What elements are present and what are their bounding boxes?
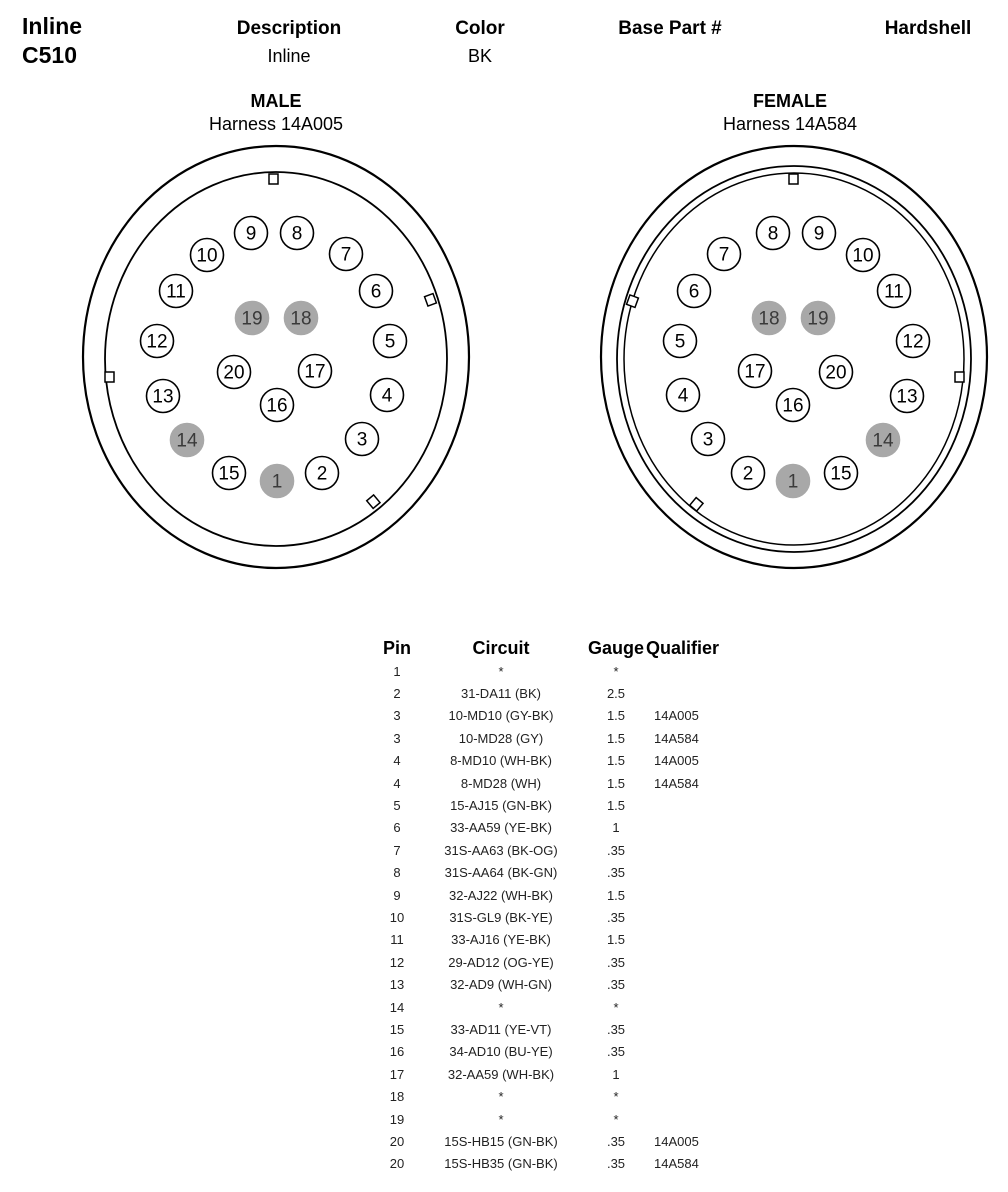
female-pin-label-18: 18 bbox=[758, 308, 780, 330]
qualifier-cell bbox=[646, 839, 734, 861]
pin-cell: 18 bbox=[389, 1089, 405, 1105]
qualifier-cell bbox=[646, 1085, 734, 1107]
male-pins bbox=[141, 217, 407, 498]
female-pin-label-11: 11 bbox=[884, 281, 904, 303]
gauge-cell: 1.5 bbox=[606, 730, 626, 746]
pin-cell: 20 bbox=[389, 1156, 405, 1172]
male-pin-label-12: 12 bbox=[146, 331, 168, 353]
male-pin-label-2: 2 bbox=[316, 463, 328, 485]
female-pin-label-9: 9 bbox=[813, 223, 825, 245]
female-pin-label-15: 15 bbox=[830, 463, 852, 485]
gauge-cell: .35 bbox=[606, 977, 626, 993]
pin-cell: 12 bbox=[389, 954, 405, 970]
pin-cell: 14 bbox=[389, 999, 405, 1015]
female-pin-label-3: 3 bbox=[702, 429, 714, 451]
circuit-cell: 33-AD11 (YE-VT) bbox=[450, 1021, 552, 1037]
female-key-right bbox=[955, 372, 964, 382]
gauge-cell: .35 bbox=[606, 1044, 626, 1060]
pin-cell: 17 bbox=[389, 1066, 405, 1082]
pinout-table-body bbox=[378, 660, 734, 1175]
gauge-cell: 1.5 bbox=[606, 708, 626, 724]
circuit-cell: * bbox=[498, 1111, 504, 1127]
table-row bbox=[378, 1085, 734, 1107]
circuit-cell: 15S-HB35 (GN-BK) bbox=[444, 1156, 558, 1172]
circuit-cell: 32-AD9 (WH-GN) bbox=[450, 977, 552, 993]
female-pin-label-5: 5 bbox=[674, 331, 686, 353]
qualifier-cell bbox=[646, 682, 734, 704]
male-pin-label-13: 13 bbox=[152, 386, 174, 408]
female-pin-label-17: 17 bbox=[744, 361, 766, 383]
gauge-cell: .35 bbox=[606, 842, 626, 858]
female-pin-label-4: 4 bbox=[677, 385, 689, 407]
male-harness: Harness 14A005 bbox=[208, 114, 344, 134]
gauge-cell: .35 bbox=[606, 954, 626, 970]
gauge-cell: * bbox=[613, 1111, 619, 1127]
pin-cell: 11 bbox=[390, 932, 404, 948]
pin-cell: 5 bbox=[393, 798, 401, 814]
table-row bbox=[378, 951, 734, 973]
male-key-right bbox=[425, 294, 437, 306]
male-pin-label-1: 1 bbox=[271, 471, 283, 493]
female-pin-label-8: 8 bbox=[767, 223, 779, 245]
table-row bbox=[378, 884, 734, 906]
circuit-cell: 31S-GL9 (BK-YE) bbox=[449, 909, 553, 925]
female-pin-label-2: 2 bbox=[742, 463, 754, 485]
circuit-cell: 10-MD10 (GY-BK) bbox=[448, 708, 554, 724]
circuit-cell: 33-AA59 (YE-BK) bbox=[450, 820, 552, 836]
table-row bbox=[378, 1041, 734, 1063]
female-label: FEMALE bbox=[753, 91, 827, 111]
female-key-top bbox=[789, 174, 798, 184]
male-pin-label-3: 3 bbox=[356, 429, 368, 451]
female-pin-label-10: 10 bbox=[852, 245, 874, 267]
qualifier-cell bbox=[646, 884, 734, 906]
male-connector bbox=[83, 146, 469, 568]
gauge-cell: 1.5 bbox=[606, 932, 626, 948]
female-pin-label-14: 14 bbox=[872, 430, 894, 452]
gauge-cell: .35 bbox=[606, 1021, 626, 1037]
circuit-cell: * bbox=[498, 1089, 504, 1105]
circuit-cell: 8-MD10 (WH-BK) bbox=[450, 753, 552, 769]
pin-cell: 3 bbox=[393, 708, 401, 724]
pinout-table-header bbox=[378, 636, 734, 660]
circuit-cell: 34-AD10 (BU-YE) bbox=[449, 1044, 553, 1060]
female-pin-label-20: 20 bbox=[825, 362, 847, 384]
table-row bbox=[378, 682, 734, 704]
table-row bbox=[378, 906, 734, 928]
female-pin-label-12: 12 bbox=[902, 331, 924, 353]
gauge-cell: 1.5 bbox=[606, 887, 626, 903]
pin-cell: 10 bbox=[389, 909, 405, 925]
gauge-cell: .35 bbox=[606, 909, 626, 925]
female-key-left bbox=[627, 295, 639, 307]
base-part-label: Base Part # bbox=[618, 18, 722, 39]
qualifier-cell: 14A005 bbox=[654, 708, 699, 724]
table-row bbox=[378, 794, 734, 816]
header-gauge: Gauge bbox=[587, 637, 644, 658]
qualifier-cell bbox=[646, 1018, 734, 1040]
circuit-cell: * bbox=[498, 663, 504, 679]
male-pin-label-6: 6 bbox=[370, 281, 382, 303]
gauge-cell: * bbox=[613, 1089, 619, 1105]
male-outer-shell bbox=[83, 146, 469, 568]
male-key-left bbox=[105, 372, 114, 382]
circuit-cell: 31S-AA64 (BK-GN) bbox=[444, 865, 558, 881]
pin-cell: 19 bbox=[389, 1111, 405, 1127]
female-pin-label-13: 13 bbox=[896, 386, 918, 408]
female-pin-label-7: 7 bbox=[718, 244, 730, 266]
male-pin-label-16: 16 bbox=[266, 395, 288, 417]
qualifier-cell: 14A005 bbox=[654, 753, 699, 769]
table-row bbox=[378, 839, 734, 861]
pin-cell: 8 bbox=[393, 865, 401, 881]
qualifier-cell bbox=[646, 973, 734, 995]
table-row bbox=[378, 817, 734, 839]
circuit-cell: 29-AD12 (OG-YE) bbox=[448, 954, 554, 970]
pin-cell: 6 bbox=[393, 820, 401, 836]
pin-cell: 4 bbox=[393, 775, 401, 791]
table-row bbox=[378, 996, 734, 1018]
table-row bbox=[378, 1018, 734, 1040]
male-pin-label-18: 18 bbox=[290, 308, 312, 330]
gauge-cell: * bbox=[613, 999, 619, 1015]
pin-cell: 16 bbox=[389, 1044, 405, 1060]
qualifier-cell: 14A584 bbox=[654, 730, 699, 746]
gauge-cell: 1.5 bbox=[606, 753, 626, 769]
table-row bbox=[378, 929, 734, 951]
male-key-top bbox=[269, 174, 278, 184]
pin-cell: 7 bbox=[393, 842, 401, 858]
qualifier-cell bbox=[646, 1108, 734, 1130]
gauge-cell: 1 bbox=[612, 1066, 620, 1082]
table-row bbox=[378, 705, 734, 727]
female-pin-label-19: 19 bbox=[807, 308, 829, 330]
table-row bbox=[378, 1130, 734, 1152]
male-pin-label-14: 14 bbox=[176, 430, 198, 452]
female-outer-shell bbox=[601, 146, 987, 568]
pin-cell: 1 bbox=[393, 663, 401, 679]
table-row bbox=[378, 973, 734, 995]
male-pin-label-15: 15 bbox=[218, 463, 240, 485]
connector-id: C510 bbox=[22, 42, 77, 68]
gauge-cell: .35 bbox=[606, 865, 626, 881]
table-row bbox=[378, 862, 734, 884]
circuit-cell: 32-AA59 (WH-BK) bbox=[447, 1066, 555, 1082]
table-row bbox=[378, 1153, 734, 1175]
gauge-cell: 2.5 bbox=[606, 686, 626, 702]
header-qualifier: Qualifier bbox=[646, 637, 720, 658]
pin-cell: 4 bbox=[393, 753, 401, 769]
circuit-cell: 31S-AA63 (BK-OG) bbox=[444, 842, 558, 858]
table-row bbox=[378, 660, 734, 682]
qualifier-cell bbox=[646, 862, 734, 884]
qualifier-cell: 14A005 bbox=[654, 1133, 699, 1149]
male-pin-label-5: 5 bbox=[384, 331, 396, 353]
qualifier-cell bbox=[646, 817, 734, 839]
table-row bbox=[378, 1063, 734, 1085]
male-key-bottom-right bbox=[367, 495, 380, 508]
connector-type: Inline bbox=[22, 13, 83, 39]
color-label: Color bbox=[455, 18, 505, 39]
gauge-cell: .35 bbox=[606, 1133, 626, 1149]
circuit-cell: 33-AJ16 (YE-BK) bbox=[451, 932, 551, 948]
table-row bbox=[378, 772, 734, 794]
female-connector bbox=[601, 146, 987, 568]
qualifier-cell bbox=[646, 929, 734, 951]
circuit-cell: 15S-HB15 (GN-BK) bbox=[444, 1133, 558, 1149]
male-pin-label-8: 8 bbox=[291, 223, 303, 245]
qualifier-cell: 14A584 bbox=[654, 775, 699, 791]
pin-cell: 2 bbox=[393, 686, 401, 702]
header-circuit: Circuit bbox=[472, 637, 530, 658]
qualifier-cell bbox=[646, 660, 734, 682]
qualifier-cell bbox=[646, 1063, 734, 1085]
pin-cell: 20 bbox=[389, 1133, 405, 1149]
pin-cell: 9 bbox=[393, 887, 401, 903]
gauge-cell: 1 bbox=[612, 820, 620, 836]
male-pin-label-4: 4 bbox=[381, 385, 393, 407]
male-pin-label-20: 20 bbox=[223, 362, 245, 384]
female-pin-label-16: 16 bbox=[782, 395, 804, 417]
circuit-cell: 8-MD28 (WH) bbox=[460, 775, 542, 791]
gauge-cell: .35 bbox=[606, 1156, 626, 1172]
pin-cell: 13 bbox=[389, 977, 405, 993]
circuit-cell: 15-AJ15 (GN-BK) bbox=[450, 798, 552, 814]
qualifier-cell bbox=[646, 906, 734, 928]
circuit-cell: 31-DA11 (BK) bbox=[461, 686, 541, 702]
male-pin-label-7: 7 bbox=[340, 244, 352, 266]
female-key-bottom-left bbox=[690, 498, 703, 511]
female-pins bbox=[664, 217, 930, 498]
gauge-cell: 1.5 bbox=[606, 798, 626, 814]
table-row bbox=[378, 727, 734, 749]
gauge-cell: * bbox=[613, 663, 619, 679]
qualifier-cell bbox=[646, 794, 734, 816]
male-pin-label-11: 11 bbox=[166, 281, 186, 303]
pin-cell: 15 bbox=[389, 1021, 405, 1037]
header-pin: Pin bbox=[382, 637, 411, 658]
description-label: Description bbox=[236, 18, 342, 39]
female-pin-label-1: 1 bbox=[787, 471, 799, 493]
table-row bbox=[378, 750, 734, 772]
hardshell-label: Hardshell bbox=[884, 18, 972, 39]
circuit-cell: 10-MD28 (GY) bbox=[458, 730, 544, 746]
male-label: MALE bbox=[250, 91, 302, 111]
pinout-table bbox=[378, 636, 734, 1175]
female-harness: Harness 14A584 bbox=[722, 114, 858, 134]
table-row bbox=[378, 1108, 734, 1130]
male-pin-label-19: 19 bbox=[241, 308, 263, 330]
male-pin-label-10: 10 bbox=[196, 245, 218, 267]
male-pin-label-9: 9 bbox=[245, 223, 257, 245]
circuit-cell: 32-AJ22 (WH-BK) bbox=[448, 887, 554, 903]
qualifier-cell bbox=[646, 951, 734, 973]
pin-cell: 3 bbox=[393, 730, 401, 746]
color-value: BK bbox=[467, 46, 492, 66]
qualifier-cell: 14A584 bbox=[654, 1156, 699, 1172]
female-pin-label-6: 6 bbox=[688, 281, 700, 303]
gauge-cell: 1.5 bbox=[606, 775, 626, 791]
qualifier-cell bbox=[646, 996, 734, 1018]
qualifier-cell bbox=[646, 1041, 734, 1063]
description-value: Inline bbox=[267, 46, 311, 66]
male-pin-label-17: 17 bbox=[304, 361, 326, 383]
circuit-cell: * bbox=[498, 999, 504, 1015]
